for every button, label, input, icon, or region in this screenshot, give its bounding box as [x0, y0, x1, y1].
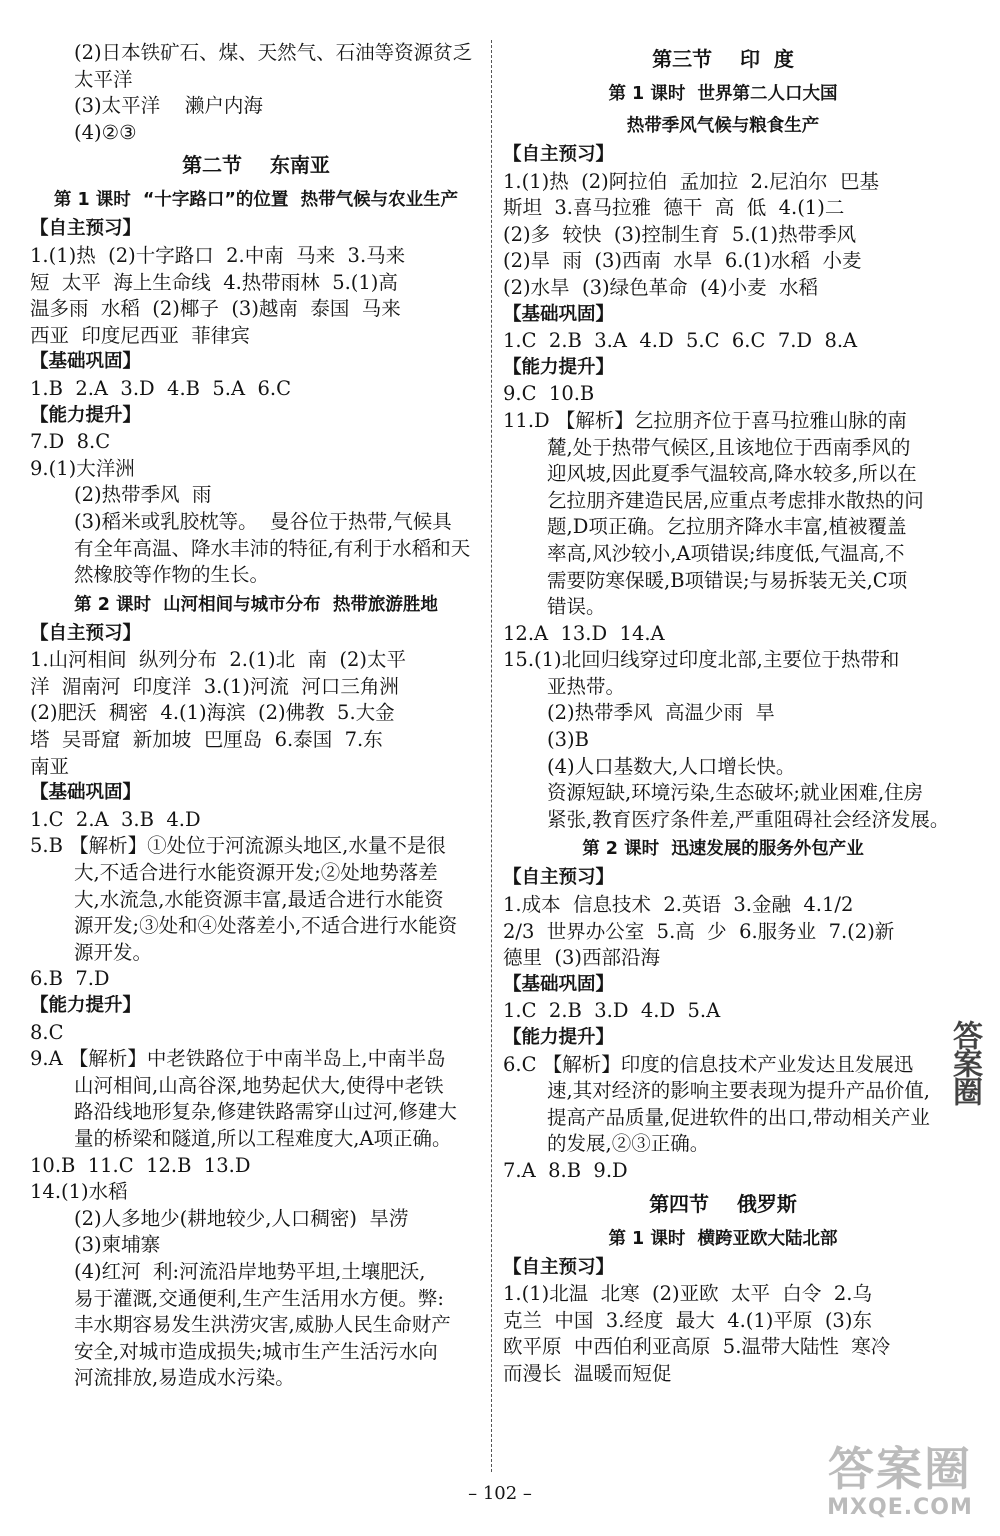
section-title: 第三节 印 度 — [652, 47, 794, 71]
category-heading: 【能力提升】 — [30, 404, 142, 426]
answer-line: (2)水旱 (3)绿色革命 (4)小麦 水稻 — [503, 275, 819, 299]
section-title: 第四节 俄罗斯 — [649, 1191, 797, 1216]
answer-line: (3)太平洋 濑户内海 — [74, 94, 263, 118]
answer-line: 速,其对经济的影响主要表现为提升产品价值, — [547, 1079, 930, 1103]
answer-line: 然橡胶等作物的生长。 — [74, 563, 270, 587]
category-heading: 【基础巩固】 — [30, 782, 142, 804]
category-heading: 【能力提升】 — [503, 356, 615, 378]
answer-line: 紧张,教育医疗条件差,严重阻碍社会经济发展。 — [547, 807, 950, 831]
lesson-title: 热带季风气候与粮食生产 — [626, 116, 820, 136]
answer-line: 1.B 2.A 3.D 4.B 5.A 6.C — [30, 376, 291, 400]
answer-line: (3)柬埔寨 — [74, 1233, 161, 1257]
answer-line: 斯坦 3.喜马拉雅 德干 高 低 4.(1)二 — [503, 196, 845, 220]
category-heading: 【自主预习】 — [503, 144, 615, 165]
answer-line: 源开发;③处和④处落差小,不适合进行水能资 — [74, 914, 458, 938]
answer-line: (4)人口基数大,人口增长快。 — [547, 754, 796, 778]
answer-line: 题,D项正确。乞拉朋齐降水丰富,植被覆盖 — [547, 515, 907, 539]
answer-line: 1.C 2.A 3.B 4.D — [30, 807, 201, 831]
answer-line: 11.D 【解析】乞拉朋齐位于喜马拉雅山脉的南 — [503, 408, 907, 432]
answer-line: 洋 湄南河 印度洋 3.(1)河流 河口三角洲 — [30, 674, 399, 698]
answer-line: 南亚 — [30, 754, 70, 778]
answer-line: 的发展,②③正确。 — [547, 1132, 710, 1156]
answer-line: (2)旱 雨 (3)西南 水旱 6.(1)水稻 小麦 — [503, 249, 862, 273]
category-heading: 【能力提升】 — [503, 1027, 615, 1048]
category-heading: 【自主预习】 — [503, 1256, 615, 1278]
answer-line: 短 太平 海上生命线 4.热带雨林 5.(1)高 — [30, 270, 398, 294]
answer-line: 2/3 世界办公室 5.高 少 6.服务业 7.(2)新 — [503, 919, 895, 943]
answer-line: 量的桥梁和隧道,所以工程难度大,A项正确。 — [74, 1126, 452, 1150]
answer-line: 10.B 11.C 12.B 13.D — [30, 1153, 251, 1177]
answer-line: 1.C 2.B 3.D 4.D 5.A — [503, 999, 721, 1023]
answer-line: (2)多 较快 (3)控制生育 5.(1)热带季风 — [503, 222, 857, 246]
category-heading: 【自主预习】 — [30, 622, 142, 644]
answer-line: 1.山河相间 纵列分布 2.(1)北 南 (2)太平 — [30, 648, 407, 672]
lesson-title: 第 2 课时 迅速发展的服务外包产业 — [582, 839, 864, 860]
answer-line: 1.(1)北温 北寒 (2)亚欧 太平 白令 2.乌 — [503, 1282, 872, 1306]
answer-line: 麓,处于热带气候区,且该地位于西南季风的 — [547, 435, 911, 459]
answer-line: 乞拉朋齐建造民居,应重点考虑排水散热的问 — [547, 488, 924, 512]
answer-line: 有全年高温、降水丰沛的特征,有利于水稻和天 — [74, 536, 471, 560]
answer-line: 丰水期容易发生洪涝灾害,威胁人民生命财产 — [74, 1313, 451, 1337]
answer-line: 易于灌溉,交通便利,生产生活用水方便。弊: — [74, 1286, 444, 1310]
answer-line: 德里 (3)西部沿海 — [503, 946, 661, 970]
answer-line: 6.C 【解析】印度的信息技术产业发达且发展迅 — [503, 1052, 914, 1076]
answer-line: 需要防寒保暖,B项错误;与易拆装无关,C项 — [547, 568, 908, 592]
answer-line: 12.A 13.D 14.A — [503, 621, 665, 645]
lesson-title: 第 1 课时 世界第二人口大国 — [608, 84, 838, 104]
answer-line: 资源短缺,环境污染,生态破坏;就业困难,住房 — [547, 781, 924, 805]
left-column — [30, 40, 482, 1392]
answer-line: (3)稻米或乳胶枕等。 曼谷位于热带,气候具 — [74, 509, 452, 533]
answer-line: 错误。 — [547, 595, 606, 619]
answer-line: 亚热带。 — [547, 674, 626, 698]
category-heading: 【基础巩固】 — [503, 973, 615, 995]
answer-line: 河流排放,易造成水污染。 — [74, 1366, 295, 1390]
lesson-title: 第 2 课时 山河相间与城市分布 热带旅游胜地 — [74, 594, 438, 615]
answer-line: 欧平原 中西伯利亚高原 5.温带大陆性 寒冷 — [503, 1335, 891, 1359]
answer-line: 9.C 10.B — [503, 382, 595, 406]
column-divider — [491, 40, 492, 1472]
answer-line: 西亚 印度尼西亚 菲律宾 — [30, 323, 250, 347]
page-number: – 102 – — [468, 1483, 532, 1504]
answer-line: 1.(1)热 (2)十字路口 2.中南 马来 3.马来 — [30, 243, 406, 267]
answer-line: 14.(1)水稻 — [30, 1180, 128, 1204]
answer-line: 提高产品质量,促进软件的出口,带动相关产业 — [547, 1105, 930, 1129]
answer-line: 源开发。 — [74, 940, 153, 964]
answer-line: 率高,风沙较小,A项错误;纬度低,气温高,不 — [547, 541, 905, 565]
answer-line: 1.C 2.B 3.A 4.D 5.C 6.C 7.D 8.A — [503, 329, 858, 353]
answer-line: (2)肥沃 稠密 4.(1)海滨 (2)佛教 5.大金 — [30, 701, 395, 725]
watermark-logo: 答案圈 — [828, 1442, 972, 1496]
category-heading: 【基础巩固】 — [30, 351, 142, 373]
answer-line: 大,水流急,水能资源丰富,最适合进行水能资 — [74, 887, 444, 911]
answer-line: (2)日本铁矿石、煤、天然气、石油等资源贫乏 — [74, 41, 473, 64]
answer-line: (4)红河 利:河流沿岸地势平坦,土壤肥沃, — [74, 1259, 426, 1283]
answer-line: 7.D 8.C — [30, 430, 111, 454]
answer-line: (2)人多地少(耕地较少,人口稠密) 旱涝 — [74, 1206, 409, 1230]
answer-line: 山河相间,山高谷深,地势起伏大,使得中老铁 — [74, 1073, 444, 1097]
answer-line: 1.成本 信息技术 2.英语 3.金融 4.1/2 — [503, 893, 854, 917]
lesson-title: 第 1 课时 横跨亚欧大陆北部 — [608, 1228, 838, 1249]
answer-line: 克兰 中国 3.经度 最大 4.(1)平原 (3)东 — [503, 1308, 872, 1332]
answer-line: 太平洋 — [74, 67, 133, 91]
section-title: 第二节 东南亚 — [182, 153, 330, 178]
answer-line: 5.B 【解析】①处位于河流源头地区,水量不是很 — [30, 834, 446, 858]
answer-line: 6.B 7.D — [30, 967, 110, 991]
category-heading: 【自主预习】 — [30, 218, 142, 240]
answer-line: (3)B — [547, 728, 589, 752]
category-heading: 【自主预习】 — [503, 867, 615, 889]
answer-line: (2)热带季风 雨 — [74, 483, 212, 507]
answer-line: 9.(1)大洋洲 — [30, 456, 135, 480]
answer-line: 迎风坡,因此夏季气温较高,降水较多,所以在 — [547, 462, 917, 486]
watermark-url: MXQE.COM — [827, 1495, 973, 1520]
answer-line: 路沿线地形复杂,修建铁路需穿山过河,修建大 — [74, 1100, 457, 1124]
answer-line: (4)②③ — [74, 120, 137, 144]
answer-line: 7.A 8.B 9.D — [503, 1158, 628, 1182]
answer-line: 塔 吴哥窟 新加坡 巴厘岛 6.泰国 7.东 — [30, 728, 383, 752]
lesson-title: 第 1 课时 “十字路口”的位置 热带气候与农业生产 — [53, 190, 459, 211]
right-column — [503, 40, 950, 1388]
category-heading: 【能力提升】 — [30, 995, 142, 1016]
answer-line: 1.(1)热 (2)阿拉伯 孟加拉 2.尼泊尔 巴基 — [503, 169, 880, 193]
answer-line: 9.A 【解析】中老铁路位于中南半岛上,中南半岛 — [30, 1047, 446, 1071]
answer-line: 安全,对城市造成损失;城市生产生活污水向 — [74, 1339, 438, 1363]
answer-line: 15.(1)北回归线穿过印度北部,主要位于热带和 — [503, 648, 900, 672]
category-heading: 【基础巩固】 — [503, 303, 615, 325]
answer-line: (2)热带季风 高温少雨 旱 — [547, 701, 775, 725]
side-stamp: 答案圈 — [947, 1020, 982, 1104]
answer-line: 大,不适合进行水能资源开发;②处地势落差 — [74, 861, 438, 885]
watermark — [820, 1443, 980, 1528]
answer-line: 而漫长 温暖而短促 — [503, 1361, 672, 1385]
answer-line: 温多雨 水稻 (2)椰子 (3)越南 泰国 马来 — [30, 297, 401, 321]
answer-line: 8.C — [30, 1020, 64, 1044]
